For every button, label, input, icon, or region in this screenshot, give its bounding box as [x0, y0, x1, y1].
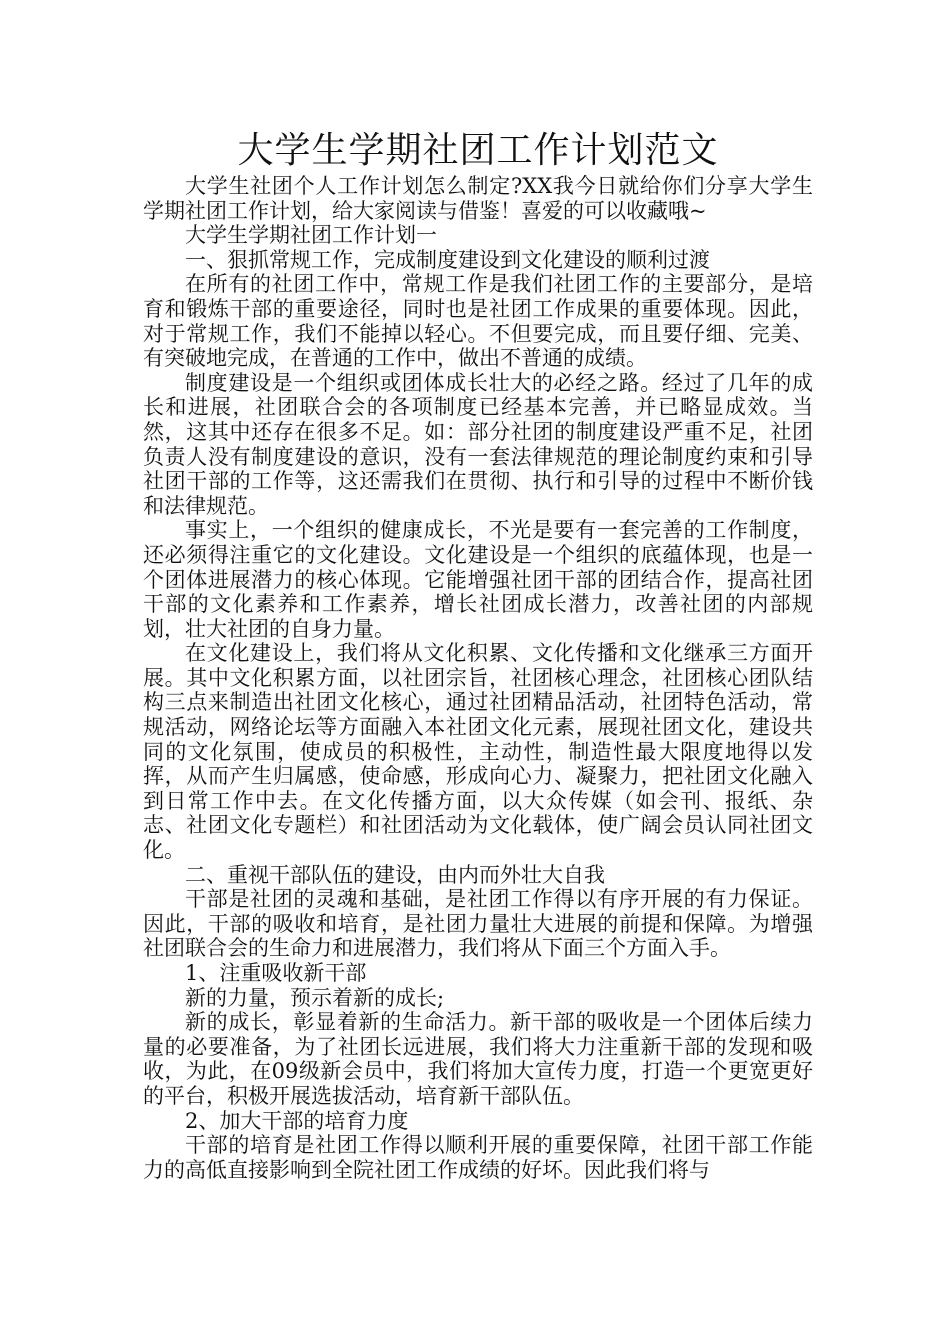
paragraph: 新的力量，预示着新的成长;: [185, 985, 445, 1010]
document-title: 大学生学期社团工作计划范文: [237, 130, 719, 171]
subheading-1: 1、注重吸收新干部: [185, 961, 367, 985]
paragraph: 新的成长，彰显着新的生命活力。新干部的吸收是一个团体后续力量的必要准备，为了社团长远进展，我们将大力注重新干部的发现和吸收，为此，在09级新会员中，我们将加大宣传力度，打造一个更宽更好的平台，积极开展选拔活动，培育新干部队伍。: [143, 1010, 813, 1108]
section-heading-one: 一、狠抓常规工作，完成制度建设到文化建设的顺利过渡: [185, 247, 710, 272]
document-page: [143, 128, 813, 1182]
paragraph: 在文化建设上，我们将从文化积累、文化传播和文化继承三方面开展。其中文化积累方面，以社团宗旨，社团核心理念，社团核心团队结构三点来制造出社团文化核心，通过社团精品活动，社团特色活动，常规活动，网络论坛等方面融入本社团文化元素，展现社团文化，建设共同的文化氛围，使成员的积极性，主动性，制造性最大限度地得以发挥，从而产生归属感，使命感，形成向心力、凝聚力，把社团文化融入到日常工作中去。在文化传播方面，以大众传媒（如会刊、报纸、杂志、社团文化专题栏）和社团活动为文化载体，使广阔会员认同社团文化。: [143, 641, 813, 863]
paragraph-plan-one-heading: 大学生学期社团工作计划一: [185, 223, 437, 248]
paragraph-intro: 大学生社团个人工作计划怎么制定?XX我今日就给你们分享大学生学期社团工作计划，给大家阅读与借鉴！喜爱的可以收藏哦~: [143, 174, 813, 223]
paragraph: 干部的培育是社团工作得以顺利开展的重要保障，社团干部工作能力的高低直接影响到全院社团工作成绩的好坏。因此我们将与: [143, 1133, 813, 1182]
paragraph: 在所有的社团工作中，常规工作是我们社团工作的主要部分，是培育和锻炼干部的重要途径，同时也是社团工作成果的重要体现。因此，对于常规工作，我们不能掉以轻心。不但要完成，而且要仔细、完美、有突破地完成，在普通的工作中，做出不普通的成绩。: [143, 272, 813, 371]
paragraph: 干部是社团的灵魂和基础，是社团工作得以有序开展的有力保证。因此，干部的吸收和培育，是社团力量壮大进展的前提和保障。为增强社团联合会的生命力和进展潜力，我们将从下面三个方面入手。: [143, 887, 813, 961]
subheading-2: 2、加大干部的培育力度: [185, 1108, 409, 1133]
section-heading-two: 二、重视干部队伍的建设，由内而外壮大自我: [185, 862, 605, 887]
paragraph: 制度建设是一个组织或团体成长壮大的必经之路。经过了几年的成长和进展，社团联合会的各项制度已经基本完善，并已略显成效。当然，这其中还存在很多不足。如：部分社团的制度建设严重不足，社团负责人没有制度建设的意识，没有一套法律规范的理论制度约束和引导社团干部的工作等，这还需我们在贯彻、执行和引导的过程中不断价钱和法律规范。: [143, 370, 813, 518]
paragraph: 事实上，一个组织的健康成长，不光是要有一套完善的工作制度，还必须得注重它的文化建设。文化建设是一个组织的底蕴体现，也是一个团体进展潜力的核心体现。它能增强社团干部的团结合作，提高社团干部的文化素养和工作素养，增长社团成长潜力，改善社团的内部规划，壮大社团的自身力量。: [143, 518, 813, 641]
